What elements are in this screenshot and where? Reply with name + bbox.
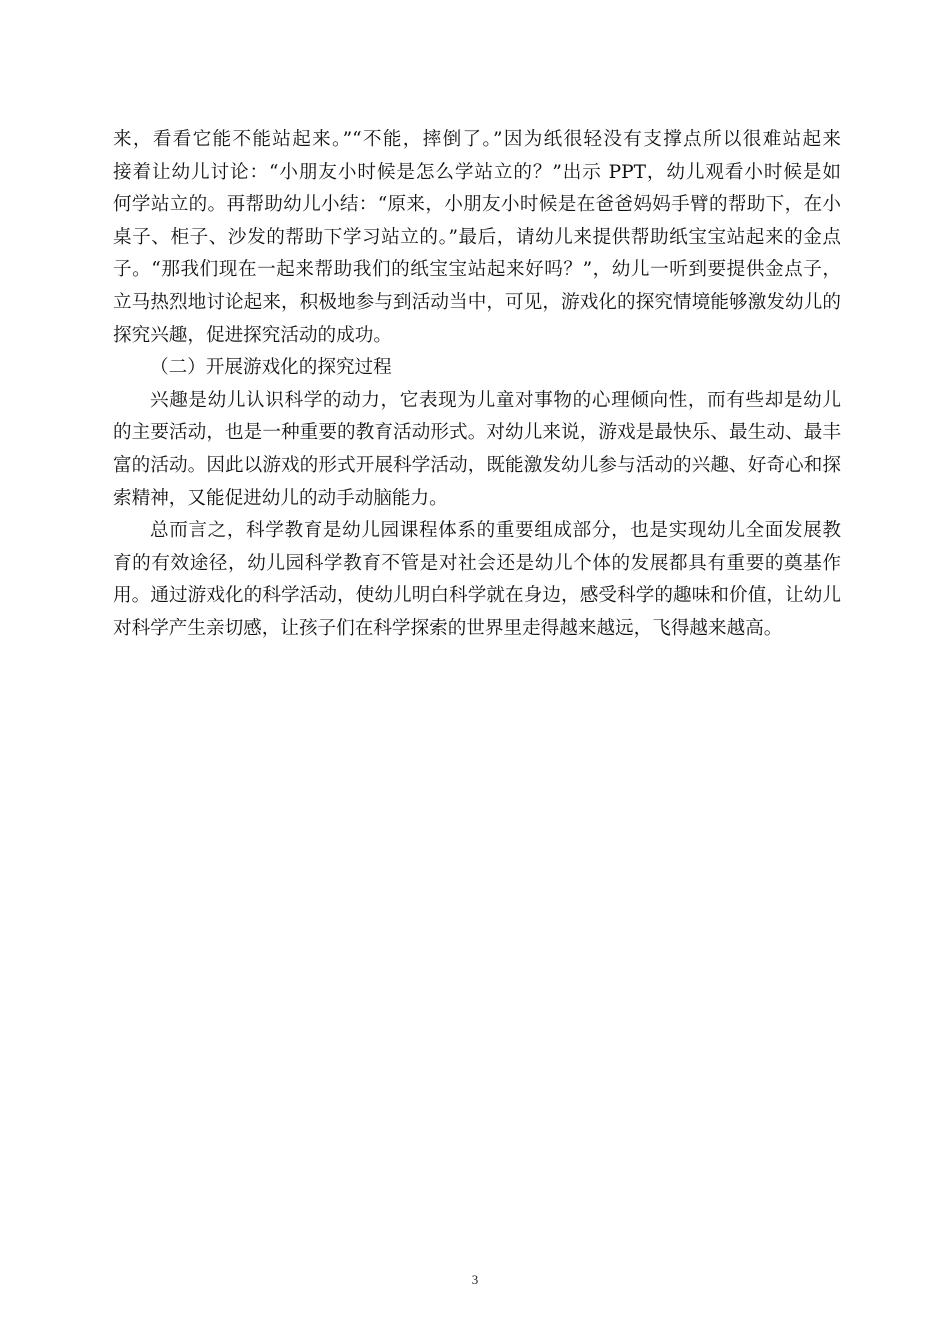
- paragraph-2-line-4: 索精神，又能促进幼儿的动手动脑能力。: [113, 487, 448, 509]
- paragraph-1-line-5: 子。“那我们现在一起来帮助我们的纸宝宝站起来好吗？”，幼儿一听到要提供金点子，: [113, 259, 841, 281]
- paragraph-3-line-4: 对科学产生亲切感，让孩子们在科学探索的世界里走得越来越远，飞得越来越高。: [113, 617, 783, 639]
- paragraph-1-line-1: 来，看看它能不能站起来。”“不能，摔倒了。”因为纸很轻没有支撑点所以很难站起来: [113, 129, 841, 150]
- paragraph-2-line-3: 富的活动。因此以游戏的形式开展科学活动，既能激发幼儿参与活动的兴趣、好奇心和探: [113, 454, 841, 476]
- paragraph-3-line-2: 育的有效途径，幼儿园科学教育不管是对社会还是幼儿个体的发展都具有重要的奠基作: [113, 552, 841, 574]
- paragraph-3-line-1: 总而言之，科学教育是幼儿园课程体系的重要组成部分，也是实现幼儿全面发展教: [150, 520, 841, 542]
- body-text: [113, 124, 841, 646]
- paragraph-2-line-1: 兴趣是幼儿认识科学的动力，它表现为儿童对事物的心理倾向性，而有些却是幼儿: [150, 389, 841, 411]
- paragraph-1-line-7: 探究兴趣，促进探究活动的成功。: [113, 324, 392, 346]
- paragraph-1-line-2: 接着让幼儿讨论：“小朋友小时候是怎么学站立的？”出示 PPT，幼儿观看小时候是如: [113, 161, 841, 183]
- paragraph-3-line-3: 用。通过游戏化的科学活动，使幼儿明白科学就在身边，感受科学的趣味和价值，让幼儿: [113, 585, 841, 607]
- paragraph-2-line-2: 的主要活动，也是一种重要的教育活动形式。对幼儿来说，游戏是最快乐、最生动、最丰: [113, 422, 841, 444]
- page-number: 3: [471, 1272, 479, 1287]
- section-heading: （二）开展游戏化的探究过程: [150, 357, 392, 379]
- paragraph-1-line-4: 桌子、柜子、沙发的帮助下学习站立的。”最后，请幼儿来提供帮助纸宝宝站起来的金点: [113, 226, 841, 248]
- paragraph-1-line-3: 何学站立的。再帮助幼儿小结：“原来，小朋友小时候是在爸爸妈妈手臂的帮助下，在小: [113, 194, 841, 216]
- paragraph-1-line-6: 立马热烈地讨论起来，积极地参与到活动当中，可见，游戏化的探究情境能够激发幼儿的: [113, 291, 841, 313]
